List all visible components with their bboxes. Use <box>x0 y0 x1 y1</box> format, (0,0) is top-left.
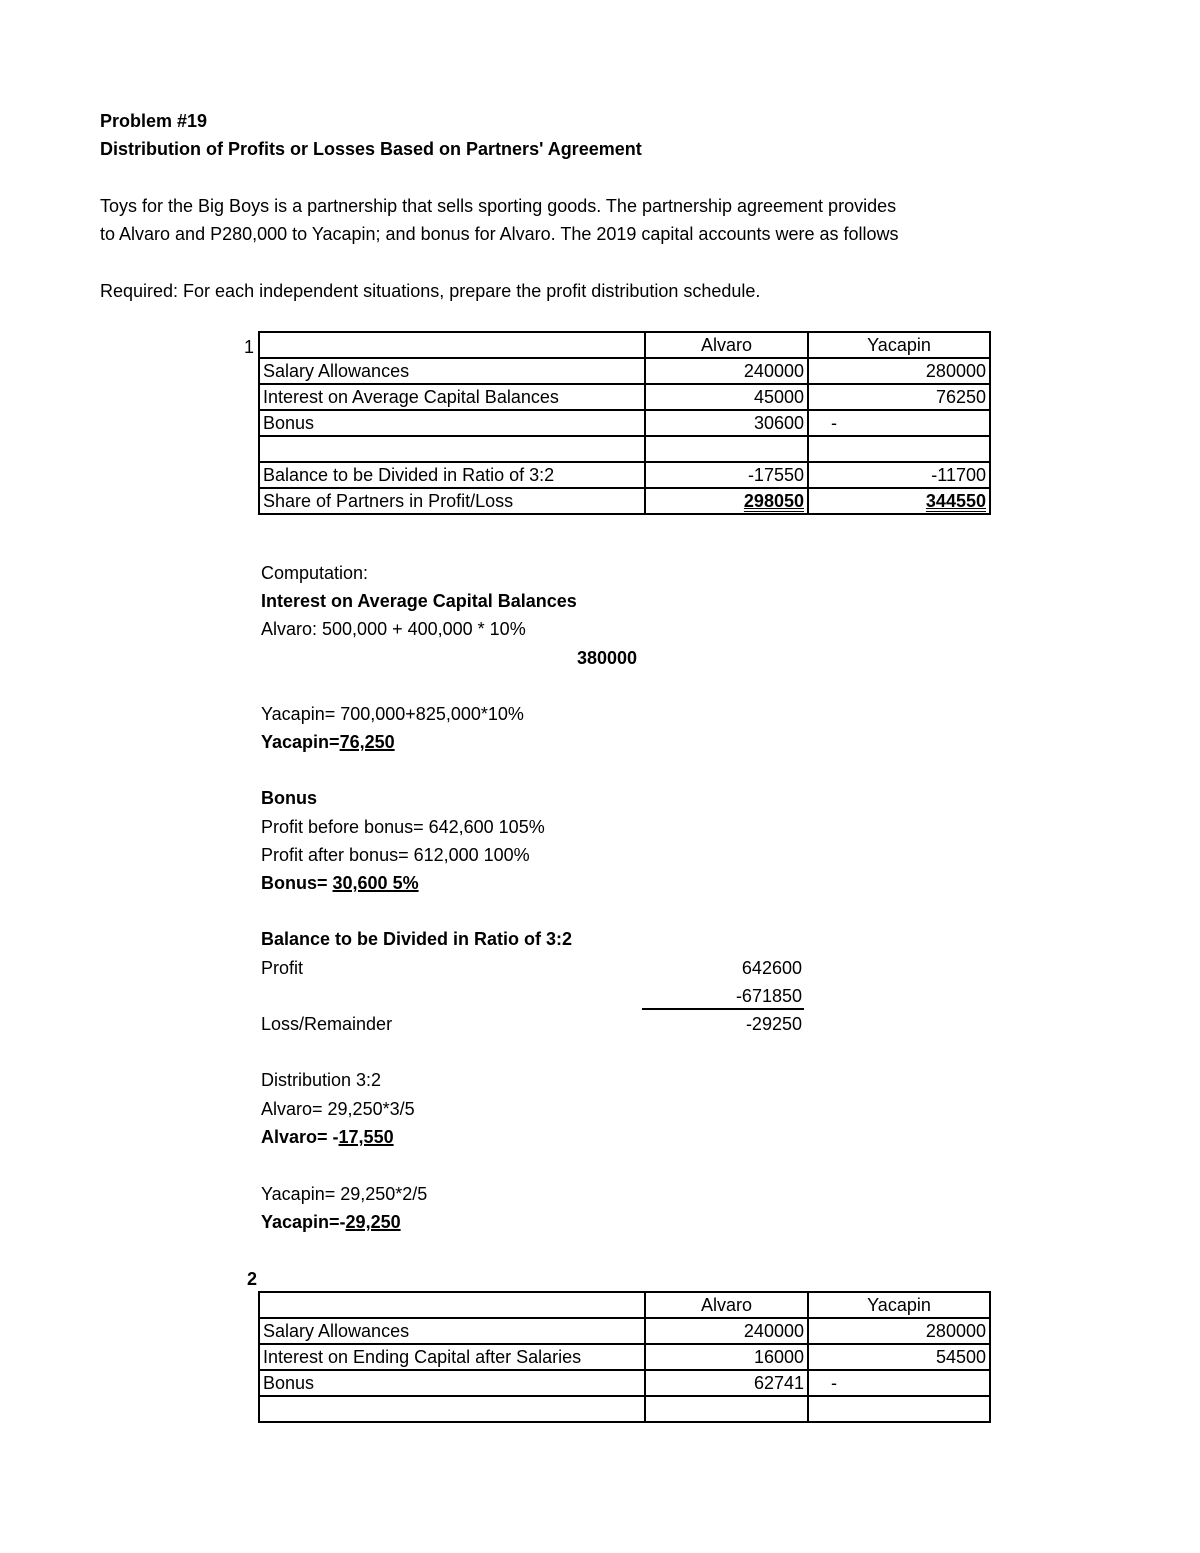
alvaro-distribution-label: Alvaro= - <box>261 1127 339 1147</box>
alvaro-value: 240000 <box>645 1318 808 1344</box>
alvaro-distribution-value: 17,550 <box>338 1127 394 1147</box>
distribution-heading: Distribution 3:2 <box>261 1070 382 1090</box>
yacapin-interest-result <box>261 728 395 756</box>
yacapin-total: 344550 <box>808 488 990 514</box>
table-header-row <box>259 332 990 358</box>
row-label: Interest on Average Capital Balances <box>259 384 645 410</box>
alvaro-distribution-result <box>261 1123 394 1151</box>
row-label: Balance to be Divided in Ratio of 3:2 <box>259 462 645 488</box>
yacapin-value: - <box>808 410 990 436</box>
yacapin-value: 280000 <box>808 358 990 384</box>
yacapin-distribution-label: Yacapin=- <box>261 1212 346 1232</box>
yacapin-distribution-formula: Yacapin= 29,250*2/5 <box>261 1184 428 1204</box>
table-row <box>259 1318 990 1344</box>
less-value: -671850 <box>735 986 802 1006</box>
yacapin-interest-formula: Yacapin= 700,000+825,000*10% <box>261 704 524 724</box>
alvaro-value: 16000 <box>645 1344 808 1370</box>
problem-number: Problem #19 <box>100 111 208 131</box>
table2-number: 2 <box>247 1269 258 1289</box>
yacapin-value: 280000 <box>808 1318 990 1344</box>
page-title: Distribution of Profits or Losses Based on Partners' Agreement <box>100 139 642 159</box>
alvaro-value: 45000 <box>645 384 808 410</box>
loss-remainder-value: -29250 <box>745 1014 802 1034</box>
table-header-blank <box>259 332 645 358</box>
row-label: Share of Partners in Profit/Loss <box>259 488 645 514</box>
table-header-row <box>259 1292 990 1318</box>
balance-heading: Balance to be Divided in Ratio of 3:2 <box>261 929 573 949</box>
intro-line-1: Toys for the Big Boys is a partnership that sells sporting goods. The partnership agreement provides <box>100 196 897 216</box>
table-row <box>259 410 990 436</box>
bonus-result <box>261 869 419 897</box>
column-header-alvaro: Alvaro <box>645 332 808 358</box>
yacapin-value <box>808 436 990 462</box>
row-label: Bonus <box>259 1370 645 1396</box>
table1-number: 1 <box>244 337 255 357</box>
row-label <box>259 436 645 462</box>
yacapin-interest-value: 76,250 <box>339 732 395 752</box>
alvaro-value: 240000 <box>645 358 808 384</box>
row-label: Bonus <box>259 410 645 436</box>
alvaro-interest-result: 380000 <box>577 648 638 668</box>
table-row <box>259 462 990 488</box>
interest-heading: Interest on Average Capital Balances <box>261 591 577 611</box>
table-row <box>259 436 990 462</box>
loss-remainder-label: Loss/Remainder <box>261 1014 393 1034</box>
alvaro-value <box>645 1396 808 1422</box>
row-label <box>259 1396 645 1422</box>
profit-distribution-table-2 <box>258 1291 991 1423</box>
table-row <box>259 1396 990 1422</box>
alvaro-interest-formula: Alvaro: 500,000 + 400,000 * 10% <box>261 619 526 639</box>
table-row-total <box>259 488 990 514</box>
yacapin-distribution-result <box>261 1208 401 1236</box>
alvaro-distribution-formula: Alvaro= 29,250*3/5 <box>261 1099 415 1119</box>
yacapin-interest-label: Yacapin= <box>261 732 340 752</box>
column-header-yacapin: Yacapin <box>808 332 990 358</box>
intro-line-2: to Alvaro and P280,000 to Yacapin; and bonus for Alvaro. The 2019 capital accounts were as follows <box>100 224 899 244</box>
alvaro-value <box>645 436 808 462</box>
alvaro-total: 298050 <box>645 488 808 514</box>
yacapin-value: -11700 <box>808 462 990 488</box>
profit-value: 642600 <box>741 958 802 978</box>
alvaro-value: 62741 <box>645 1370 808 1396</box>
column-header-alvaro: Alvaro <box>645 1292 808 1318</box>
bonus-label: Bonus= <box>261 873 333 893</box>
bonus-heading: Bonus <box>261 788 317 808</box>
table-row <box>259 358 990 384</box>
yacapin-value: 54500 <box>808 1344 990 1370</box>
yacapin-value: - <box>808 1370 990 1396</box>
table-header-blank <box>259 1292 645 1318</box>
yacapin-value <box>808 1396 990 1422</box>
row-label: Salary Allowances <box>259 1318 645 1344</box>
row-label: Salary Allowances <box>259 358 645 384</box>
profit-after-bonus: Profit after bonus= 612,000 100% <box>261 845 530 865</box>
alvaro-value: -17550 <box>645 462 808 488</box>
yacapin-distribution-value: 29,250 <box>345 1212 401 1232</box>
profit-distribution-table-1 <box>258 331 991 515</box>
required-instruction: Required: For each independent situations, prepare the profit distribution schedule. <box>100 281 761 301</box>
row-label: Interest on Ending Capital after Salaries <box>259 1344 645 1370</box>
profit-before-bonus: Profit before bonus= 642,600 105% <box>261 817 545 837</box>
profit-label: Profit <box>261 958 304 978</box>
table-row <box>259 1344 990 1370</box>
yacapin-value: 76250 <box>808 384 990 410</box>
column-header-yacapin: Yacapin <box>808 1292 990 1318</box>
alvaro-value: 30600 <box>645 410 808 436</box>
table-row <box>259 384 990 410</box>
computation-heading: Computation: <box>261 563 369 583</box>
table-row <box>259 1370 990 1396</box>
bonus-value: 30,600 5% <box>332 873 419 893</box>
